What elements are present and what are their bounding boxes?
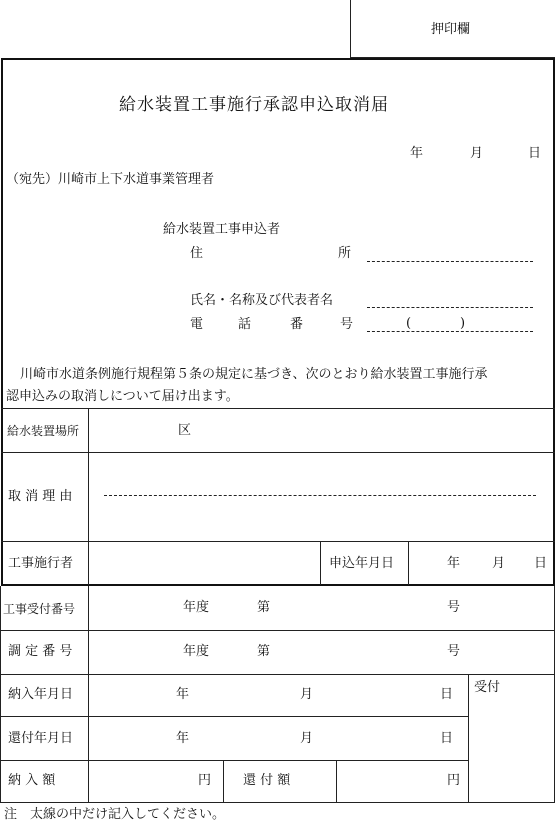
divider bbox=[88, 586, 89, 802]
payment-month: 月 bbox=[300, 687, 314, 702]
phone-label-4: 号 bbox=[340, 317, 354, 332]
receipt-gou: 号 bbox=[447, 600, 461, 615]
address-field[interactable] bbox=[367, 261, 533, 262]
statement-line-2: 認申込みの取消しについて届け出ます。 bbox=[6, 389, 239, 404]
statement-line-1: 川崎市水道条例施行規程第５条の規定に基づき、次のとおり給水装置工事施行承 bbox=[20, 367, 488, 382]
seal-box-label: 押印欄 bbox=[431, 22, 471, 37]
receipt-fiscal-year: 年度 bbox=[183, 600, 210, 615]
application-day: 日 bbox=[534, 556, 548, 571]
phone-label-1: 電 bbox=[190, 317, 204, 332]
applicant-heading: 給水装置工事申込者 bbox=[163, 222, 281, 237]
payment-amount-label: 納 入 額 bbox=[8, 773, 56, 788]
divider bbox=[223, 760, 224, 802]
phone-label-3: 番 bbox=[290, 317, 304, 332]
divider bbox=[408, 541, 409, 585]
application-year: 年 bbox=[447, 556, 461, 571]
payment-date-label: 納入年月日 bbox=[8, 687, 74, 702]
name-label: 氏名・名称及び代表者名 bbox=[190, 293, 334, 308]
receipt-number-label: 工事受付番号 bbox=[3, 602, 76, 616]
phone-label-2: 話 bbox=[238, 317, 252, 332]
survey-gou: 号 bbox=[447, 644, 461, 659]
addressee: （宛先）川崎市上下水道事業管理者 bbox=[6, 172, 215, 187]
payment-yen: 円 bbox=[198, 773, 212, 788]
application-date-label: 申込年月日 bbox=[329, 556, 395, 571]
footnote: 注 太線の中だけ記入してください。 bbox=[4, 807, 226, 822]
divider bbox=[0, 760, 468, 761]
payment-day: 日 bbox=[440, 687, 454, 702]
divider bbox=[0, 674, 555, 675]
divider bbox=[468, 674, 469, 802]
received-stamp-label: 受付 bbox=[474, 680, 501, 695]
cancel-reason-label: 取 消 理 由 bbox=[8, 489, 73, 504]
refund-month: 月 bbox=[300, 731, 314, 746]
divider bbox=[336, 760, 337, 802]
divider bbox=[0, 802, 555, 803]
date-year-label: 年 bbox=[410, 146, 424, 161]
refund-day: 日 bbox=[440, 731, 454, 746]
divider bbox=[320, 541, 321, 585]
cancel-reason-field[interactable] bbox=[104, 495, 536, 496]
survey-fiscal-year: 年度 bbox=[183, 644, 210, 659]
phone-paren-open: ( bbox=[406, 316, 412, 331]
refund-amount-label: 還 付 額 bbox=[243, 773, 291, 788]
divider bbox=[88, 408, 89, 585]
refund-yen: 円 bbox=[447, 773, 461, 788]
divider bbox=[1, 452, 555, 453]
address-label-2: 所 bbox=[338, 246, 352, 261]
date-month-label: 月 bbox=[470, 146, 484, 161]
divider bbox=[0, 630, 555, 631]
phone-paren-close: ) bbox=[460, 316, 466, 331]
seal-box bbox=[350, 0, 555, 58]
refund-date-label: 還付年月日 bbox=[8, 731, 74, 746]
divider bbox=[0, 586, 1, 802]
survey-number-label: 調 定 番 号 bbox=[8, 644, 73, 659]
applicant-form-area bbox=[1, 58, 555, 586]
location-ward: 区 bbox=[178, 423, 192, 438]
form-title: 給水装置工事施行承認申込取消届 bbox=[119, 95, 389, 115]
divider bbox=[554, 586, 555, 802]
refund-year: 年 bbox=[176, 731, 190, 746]
contractor-label: 工事施行者 bbox=[8, 556, 74, 571]
divider bbox=[1, 541, 555, 542]
survey-dai: 第 bbox=[257, 644, 271, 659]
address-label-1: 住 bbox=[190, 246, 204, 261]
receipt-dai: 第 bbox=[257, 600, 271, 615]
payment-year: 年 bbox=[176, 687, 190, 702]
application-month: 月 bbox=[492, 556, 506, 571]
name-field[interactable] bbox=[367, 307, 533, 308]
date-day-label: 日 bbox=[528, 146, 542, 161]
divider bbox=[0, 716, 468, 717]
phone-field[interactable] bbox=[367, 331, 533, 332]
divider bbox=[1, 408, 555, 409]
location-label: 給水装置場所 bbox=[7, 424, 80, 438]
